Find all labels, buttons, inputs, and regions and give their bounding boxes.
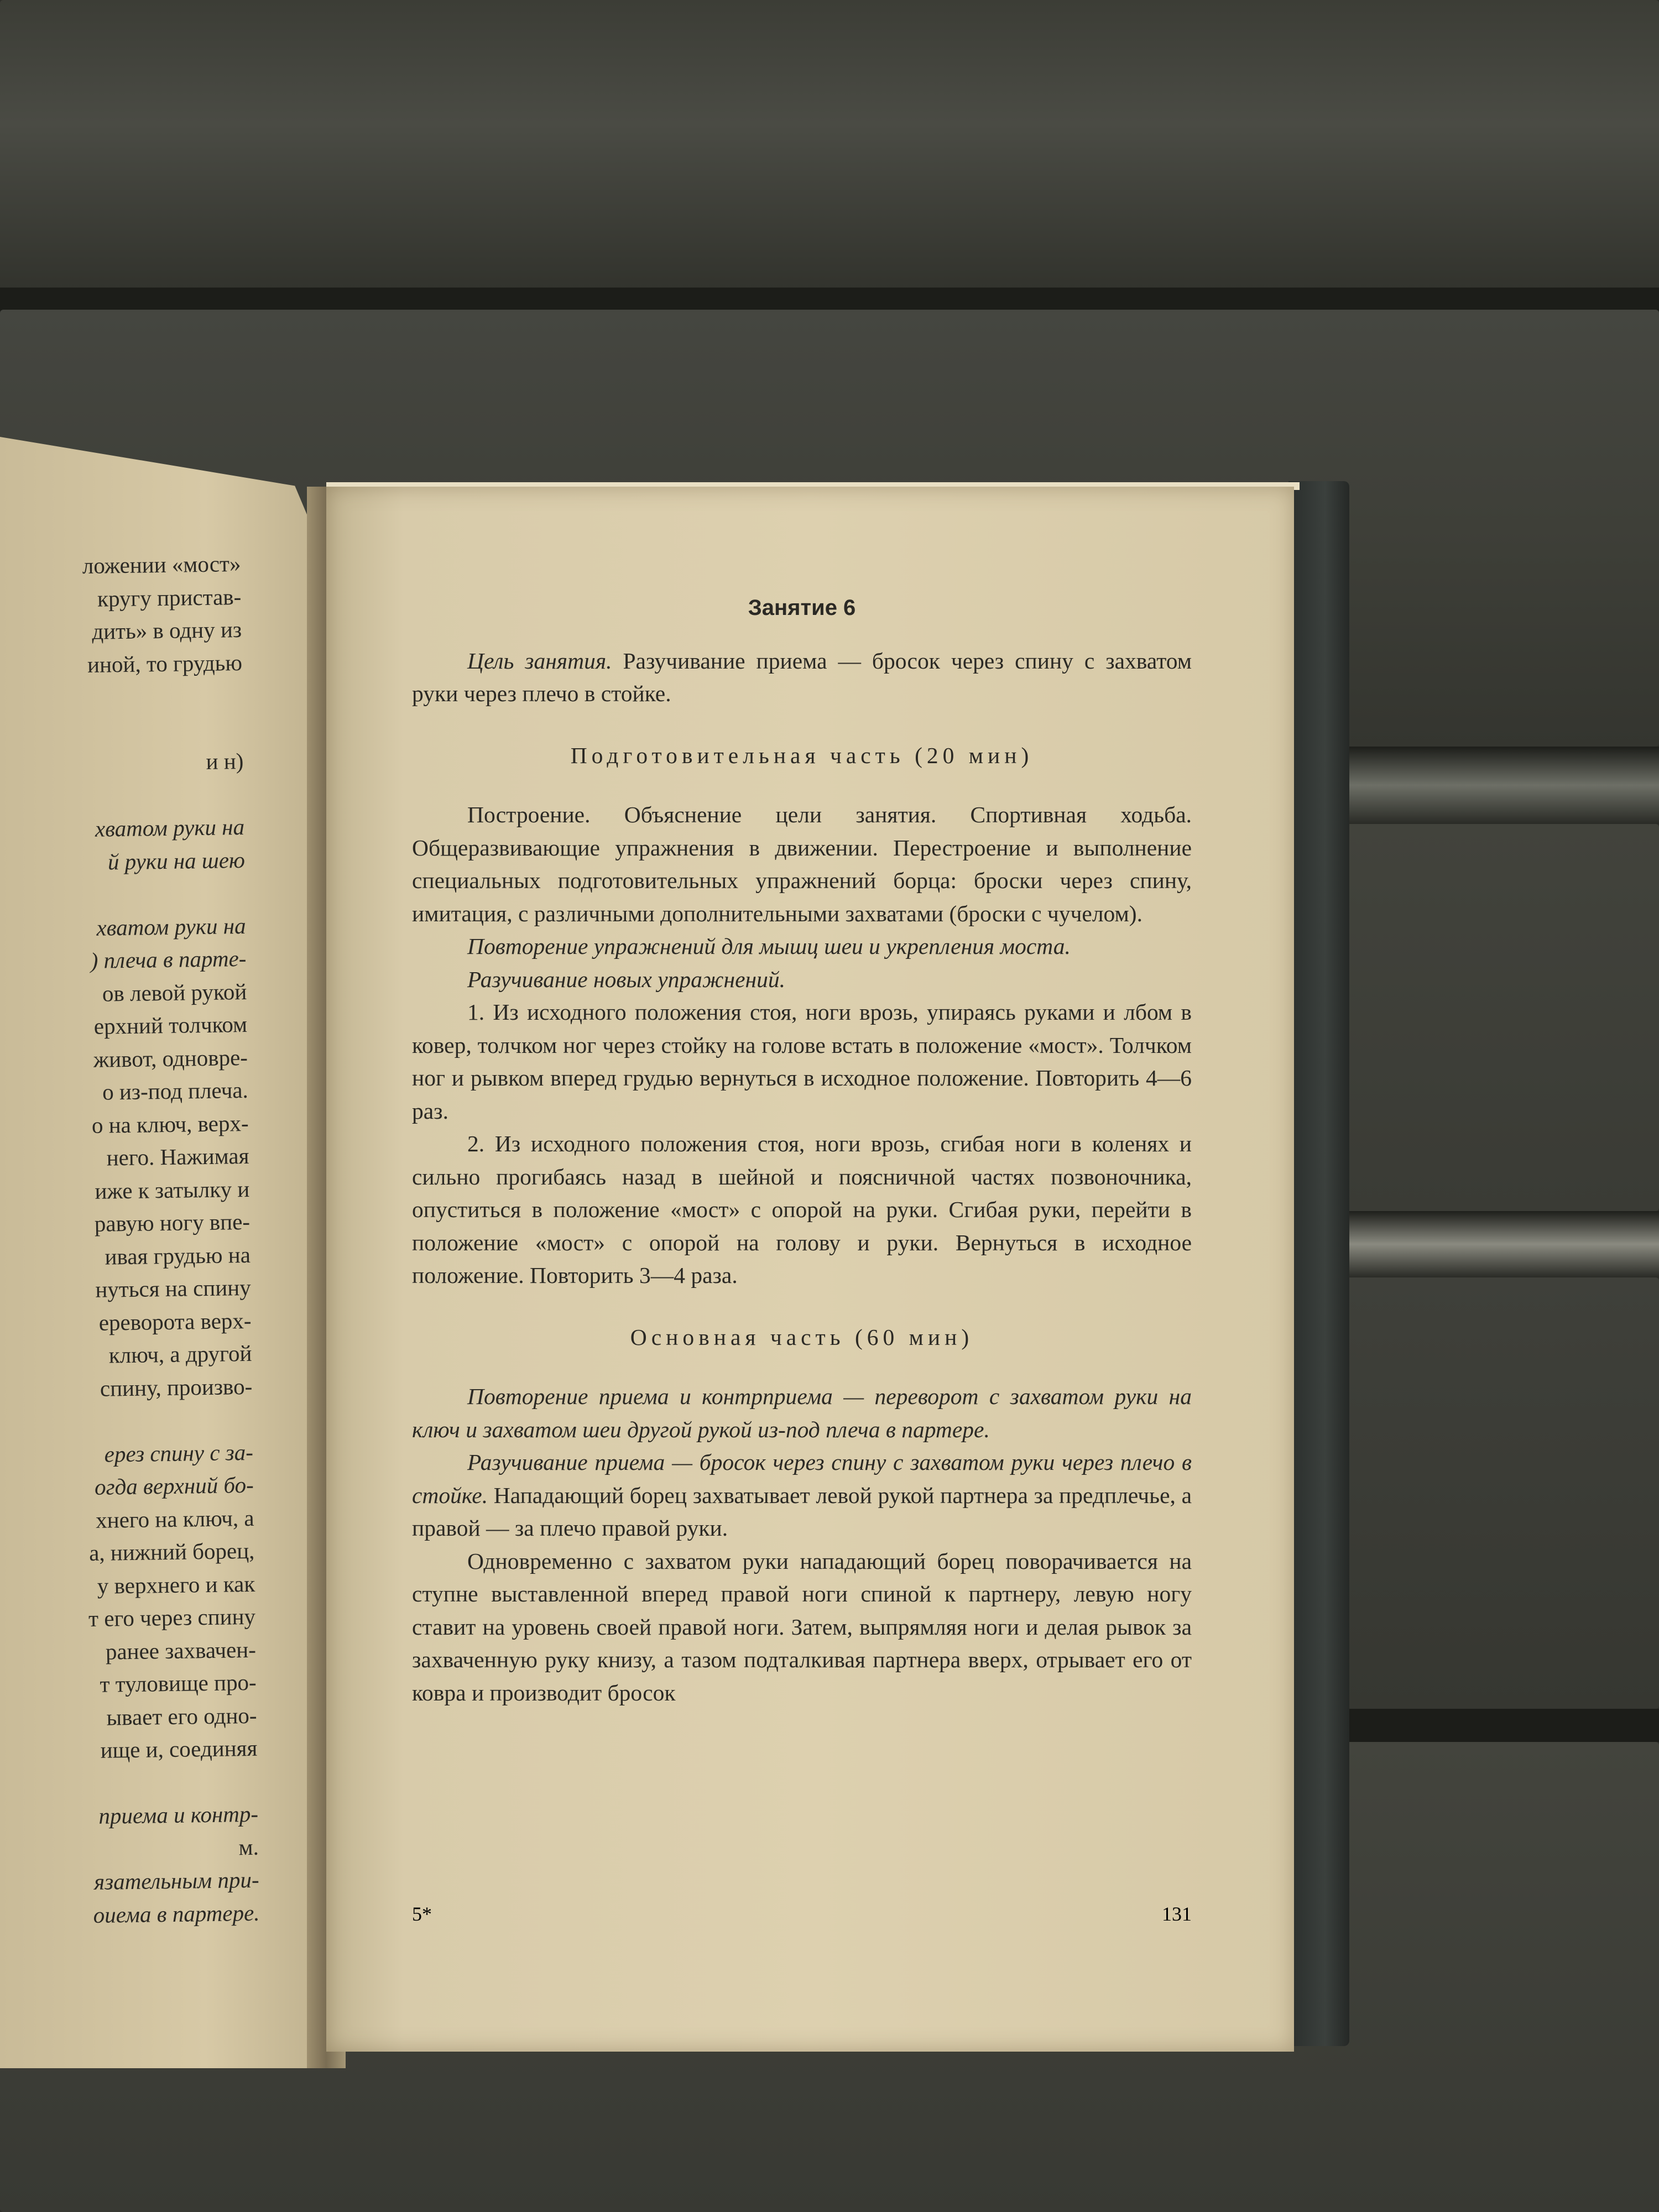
left-page-line: спину, произво- bbox=[100, 1373, 253, 1401]
signature-mark: 5* bbox=[412, 1903, 432, 1925]
left-page-line: огда верхний бо- bbox=[94, 1472, 254, 1500]
left-page-line bbox=[0, 778, 244, 814]
left-page-line: язательным при- bbox=[93, 1866, 259, 1895]
left-page-line: у верхнего и как bbox=[97, 1571, 255, 1599]
left-page-line: а, нижний борец, bbox=[88, 1537, 255, 1566]
paragraph bbox=[412, 1446, 1192, 1545]
left-page-line: ерхний толчком bbox=[93, 1011, 248, 1039]
left-page-line bbox=[7, 1403, 253, 1439]
left-page-line: ранее захвачен- bbox=[105, 1636, 257, 1665]
paragraph: 1. Из исходного положения стоя, ноги врозь, упираясь руками и лбом в ковер, толчком ног через стойку на голове встать в положение «мост». Толчком ног и рывком вперед грудью вернуться в исходное положение. Повторить 4—6 раз. bbox=[412, 999, 1192, 1124]
left-page-line: приема и контр- bbox=[98, 1801, 259, 1829]
page-number: 131 bbox=[1162, 1903, 1192, 1925]
section-title-preparatory: Подготовительная часть (20 мин) bbox=[570, 742, 1034, 768]
paragraph: Повторение приема и контрприема — переворот с захватом руки на ключ и захватом шеи другой рукой из-под плеча в партере. bbox=[412, 1384, 1192, 1442]
book-cover bbox=[1288, 481, 1349, 2046]
left-page-line: хватом руки на bbox=[95, 813, 245, 842]
left-page-line: м. bbox=[238, 1834, 259, 1860]
left-page-line: ерез спину с за- bbox=[104, 1439, 254, 1467]
goal-text: Разучивание приема — бросок через спину с захватом руки через плечо в стойке. bbox=[412, 648, 1192, 706]
right-page-text bbox=[412, 592, 1192, 1709]
left-page-line: т туловище про- bbox=[100, 1669, 257, 1697]
left-page-line: хнего на ключ, а bbox=[95, 1505, 254, 1533]
left-page-line: хватом руки на bbox=[96, 912, 246, 941]
left-page-line: ложении «мост» bbox=[82, 550, 241, 578]
left-page-line: ивая грудью на bbox=[105, 1241, 251, 1270]
left-page-line: т его через спину bbox=[88, 1603, 256, 1632]
left-page-line: живот, одновре- bbox=[93, 1044, 248, 1072]
italic-lead: Разучивание приема — бросок через спину с захватом руки через плечо в стойке. bbox=[412, 1449, 1192, 1508]
paragraph: 2. Из исходного положения стоя, ноги врозь, сгибая ноги в коленях и сильно прогибаясь назад в шейной и поясничной частях позвоночника, опуститься в положение «мост» с опорой на руки. Сгибая руки, перейти в положение «мост» с опорой на голову и руки. Вернуться в исходное положение. Повторить 3—4 раза. bbox=[412, 1131, 1192, 1288]
left-page-line: и н) bbox=[206, 748, 244, 774]
bench-plank bbox=[0, 0, 1659, 310]
left-page-line: о из-под плеча. bbox=[102, 1077, 249, 1105]
lesson-title: Занятие 6 bbox=[748, 596, 856, 620]
left-page-line: ище и, соединяя bbox=[100, 1735, 258, 1763]
left-page-line: ов левой рукой bbox=[102, 978, 247, 1006]
paragraph: Разучивание новых упражнений. bbox=[467, 966, 786, 992]
left-page-line bbox=[0, 712, 243, 748]
left-page-line: ереворота верх- bbox=[98, 1307, 252, 1335]
goal-label: Цель занятия. bbox=[467, 648, 612, 674]
lesson-goal bbox=[412, 645, 1192, 711]
left-page-line: иже к затылку и bbox=[95, 1176, 250, 1204]
left-page-text bbox=[0, 547, 260, 1933]
left-page-line bbox=[12, 1765, 258, 1801]
left-page-line: него. Нажимая bbox=[106, 1142, 249, 1171]
left-page-line bbox=[0, 877, 246, 913]
left-page-line: дить» в одну из bbox=[91, 616, 242, 644]
left-page-line: иной, то грудью bbox=[87, 649, 243, 677]
left-page-line: о на ключ, верх- bbox=[91, 1110, 249, 1138]
left-page-line: ключ, а другой bbox=[108, 1340, 252, 1368]
left-page-line: оиема в партере. bbox=[93, 1900, 260, 1928]
left-page-line: равую ногу впе- bbox=[94, 1208, 251, 1237]
paragraph: Одновременно с захватом руки нападающий борец поворачивается на ступне выставленной вперед правой ноги спиной к партнеру, левую ногу ставит на уровень своей правой ноги. Затем, выпрямляя ноги и делая рывок за захваченную руку книзу, а тазом подталкивая партнера вверх, отрывает его от ковра и производит бросок bbox=[412, 1548, 1192, 1705]
left-page-line: ывает его одно- bbox=[106, 1702, 257, 1730]
section-title-main: Основная часть (60 мин) bbox=[630, 1324, 974, 1350]
paragraph-text: Нападающий борец захватывает левой рукой партнера за предплечье, а правой — за плечо правой руки. bbox=[412, 1482, 1192, 1541]
left-page-line: нуться на спину bbox=[95, 1274, 252, 1302]
left-page-line bbox=[0, 679, 243, 716]
paragraph: Повторение упражнений для мышц шеи и укрепления моста. bbox=[467, 933, 1071, 959]
left-page-line: ) плеча в парте- bbox=[90, 945, 247, 973]
paragraph: Построение. Объяснение цели занятия. Спортивная ходьба. Общеразвивающие упражнения в движении. Перестроение и выполнение специальных подготовительных упражнений борца: броски через спину, имитация, с различными дополнительными захватами (броски с чучелом). bbox=[412, 802, 1192, 926]
left-page-line: й руки на шею bbox=[107, 847, 246, 874]
left-page-line: кругу пристав- bbox=[97, 583, 242, 612]
